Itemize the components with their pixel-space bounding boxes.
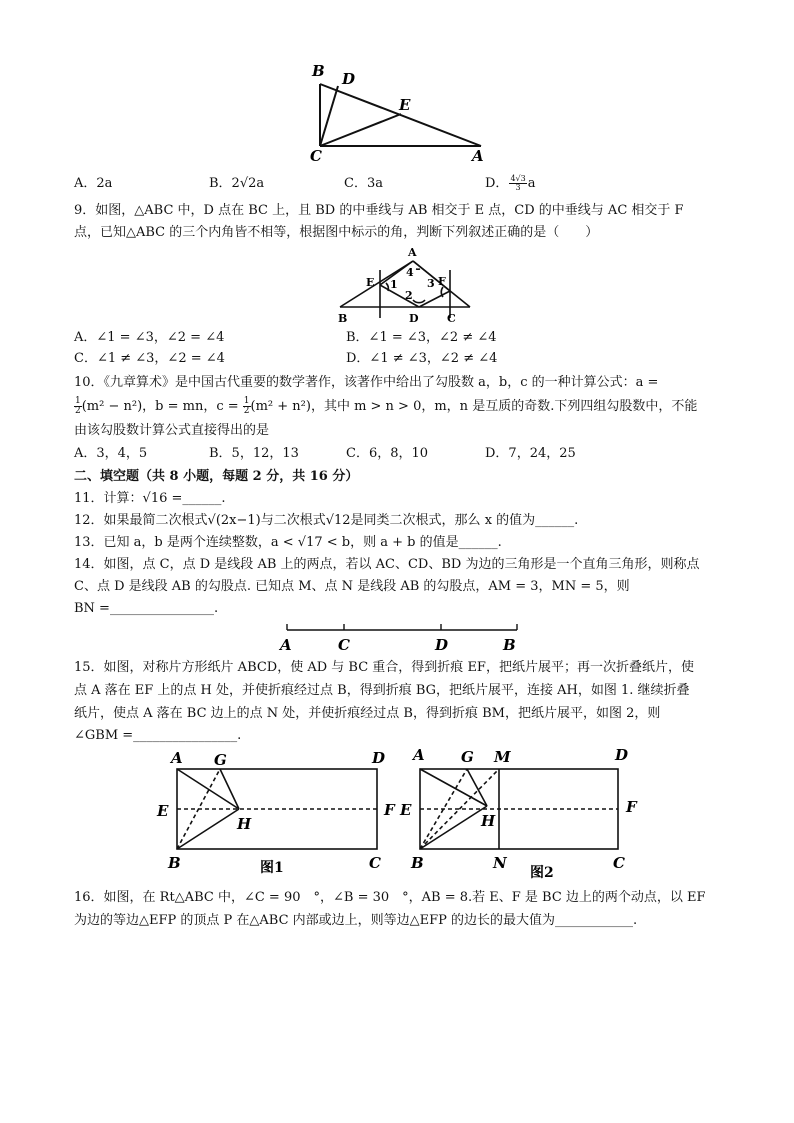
q8-fraction-den: 3 — [515, 183, 521, 192]
q10-line-2b-text: (m² + n²)，其中 m > n > 0，m，n 是互质的奇数.下列四组勾股数中，不能 — [250, 399, 698, 414]
fig15-1-caption: 图1 — [260, 860, 284, 876]
fig15-2-caption: 图2 — [530, 865, 554, 881]
fig15-1-label-d: D — [372, 749, 386, 767]
q10-half-den-2: 2 — [243, 406, 250, 416]
fig15-1-label-h: H — [237, 815, 252, 833]
fig9-label-angle4: 4 — [406, 266, 414, 279]
q14-line-3: BN =________________. — [74, 601, 219, 616]
fig9-label-angle1: 1 — [390, 278, 398, 291]
section-2-heading: 二、填空题（共 8 小题，每题 2 分，共 16 分） — [74, 469, 359, 484]
q15-line-4: ∠GBM =________________. — [74, 728, 242, 743]
q8-option-c: C．3a — [344, 176, 383, 191]
q10-line-1: 10．《九章算术》是中国古代重要的数学著作，该著作中给出了勾股数 a，b，c 的一种计算公式：a = — [74, 375, 659, 390]
q10-line-2-text: (m² − n²)，b = mn，c = — [81, 399, 243, 414]
fig15-1-label-a: A — [171, 749, 183, 767]
q15-line-1: 15．如图，对称片方形纸片 ABCD，使 AD 与 BC 重合，得到折痕 EF，把纸片展平；再一次折叠纸片，使 — [74, 660, 694, 675]
fig8-label-c: C — [310, 147, 322, 165]
fig14-label-d: D — [435, 636, 449, 654]
fig9-label-a: A — [408, 246, 417, 259]
fig15-1-label-g: G — [214, 751, 227, 769]
fig8-label-d: D — [342, 70, 356, 88]
fig15-1-label-c: C — [369, 854, 381, 872]
q16-line-2: 为边的等边△EFP 的顶点 P 在△ABC 内部或边上，则等边△EFP 的边长的最大值为____________. — [74, 913, 638, 928]
fig9-label-f: F — [438, 275, 446, 288]
q15-line-2: 点 A 落在 EF 上的点 H 处，并使折痕经过点 B，得到折痕 BG，把纸片展平，连接 AH，如图 1. 继续折叠 — [74, 683, 690, 698]
fig9-label-b: B — [338, 312, 348, 325]
q14-line-1: 14．如图，点 C，点 D 是线段 AB 上的两点，若以 AC、CD、BD 为边的三角形是一个直角三角形，则称点 — [74, 557, 700, 572]
fig15-2-label-a: A — [413, 746, 425, 764]
fig15-2-label-f: F — [626, 798, 637, 816]
fig15-1-label-b: B — [168, 854, 181, 872]
q9-option-b: B．∠1 = ∠3，∠2 ≠ ∠4 — [346, 330, 497, 345]
q10-option-b: B．5，12，13 — [209, 446, 299, 461]
q9-option-d: D．∠1 ≠ ∠3，∠2 ≠ ∠4 — [346, 351, 498, 366]
q10-half-num-2: 1 — [243, 396, 250, 406]
q13-text: 13．已知 a，b 是两个连续整数，a < √17 < b，则 a + b 的值是______. — [74, 535, 502, 550]
fig15-2-label-n: N — [493, 854, 507, 872]
fig14-label-b: B — [503, 636, 516, 654]
fig15-2-label-m: M — [494, 748, 511, 766]
fig15-2-label-b: B — [411, 854, 424, 872]
q14-line-2: C、点 D 是线段 AB 的勾股点. 已知点 M、点 N 是线段 AB 的勾股点，AM = 3，MN = 5，则 — [74, 579, 630, 594]
fig14-label-a: A — [280, 636, 292, 654]
fig15-1-label-e: E — [157, 802, 169, 820]
fig8-label-e: E — [399, 96, 411, 114]
q9-line-2: 点，已知△ABC 的三个内角皆不相等，根据图中标示的角，判断下列叙述正确的是（ ） — [74, 225, 599, 240]
q8-fraction-num: 4√3 — [510, 174, 526, 183]
q15-line-3: 纸片，使点 A 落在 BC 边上的点 N 处，并使折痕经过点 B，得到折痕 BM，把纸片展平，如图 2，则 — [74, 706, 661, 721]
q10-line-3: 由该勾股数计算公式直接得出的是 — [74, 423, 270, 438]
q8-option-a: A．2a — [74, 176, 113, 191]
q10-option-a: A．3，4，5 — [74, 446, 148, 461]
fig9-label-e: E — [366, 276, 375, 289]
q11-text: 11．计算：√16 =______. — [74, 491, 226, 506]
fig15-2-label-d: D — [615, 746, 629, 764]
q8-option-b: B．2√2a — [209, 176, 265, 191]
q10-half-den-1: 2 — [75, 406, 81, 416]
q10-half-num-1: 1 — [75, 396, 81, 406]
fig15-1-label-f: F — [384, 801, 395, 819]
fig15-2-label-g: G — [461, 748, 474, 766]
fig15-2-label-h: H — [481, 812, 496, 830]
q9-line-1: 9．如图，△ABC 中，D 点在 BC 上，且 BD 的中垂线与 AB 相交于 E 点，CD 的中垂线与 AC 相交于 F — [74, 203, 684, 218]
fig8-label-a: A — [472, 147, 484, 165]
q9-option-a: A．∠1 = ∠3，∠2 = ∠4 — [74, 330, 225, 345]
q12-text: 12．如果最简二次根式√(2x−1)与二次根式√12是同类二次根式，那么 x 的值为______. — [74, 513, 579, 528]
q16-line-1: 16．如图，在 Rt△ABC 中，∠C = 90 °，∠B = 30 °，AB = 8.若 E、F 是 BC 边上的两个动点，以 EF — [74, 890, 706, 905]
q10-option-d: D．7，24，25 — [485, 446, 576, 461]
q8-option-d-unit: a — [527, 176, 536, 191]
fig9-label-angle2: 2 — [405, 289, 413, 302]
fig15-2-label-c: C — [613, 854, 625, 872]
fig14-label-c: C — [338, 636, 350, 654]
fig9-label-angle3: 3 — [427, 277, 435, 290]
fig8-label-b: B — [312, 62, 325, 80]
q10-option-c: C．6，8，10 — [346, 446, 429, 461]
fig9-label-d: D — [409, 312, 419, 325]
fig9-label-c: C — [447, 312, 456, 325]
q9-option-c: C．∠1 ≠ ∠3，∠2 = ∠4 — [74, 351, 225, 366]
fig15-2-label-e: E — [400, 801, 412, 819]
q8-option-d-label: D． — [485, 176, 509, 191]
